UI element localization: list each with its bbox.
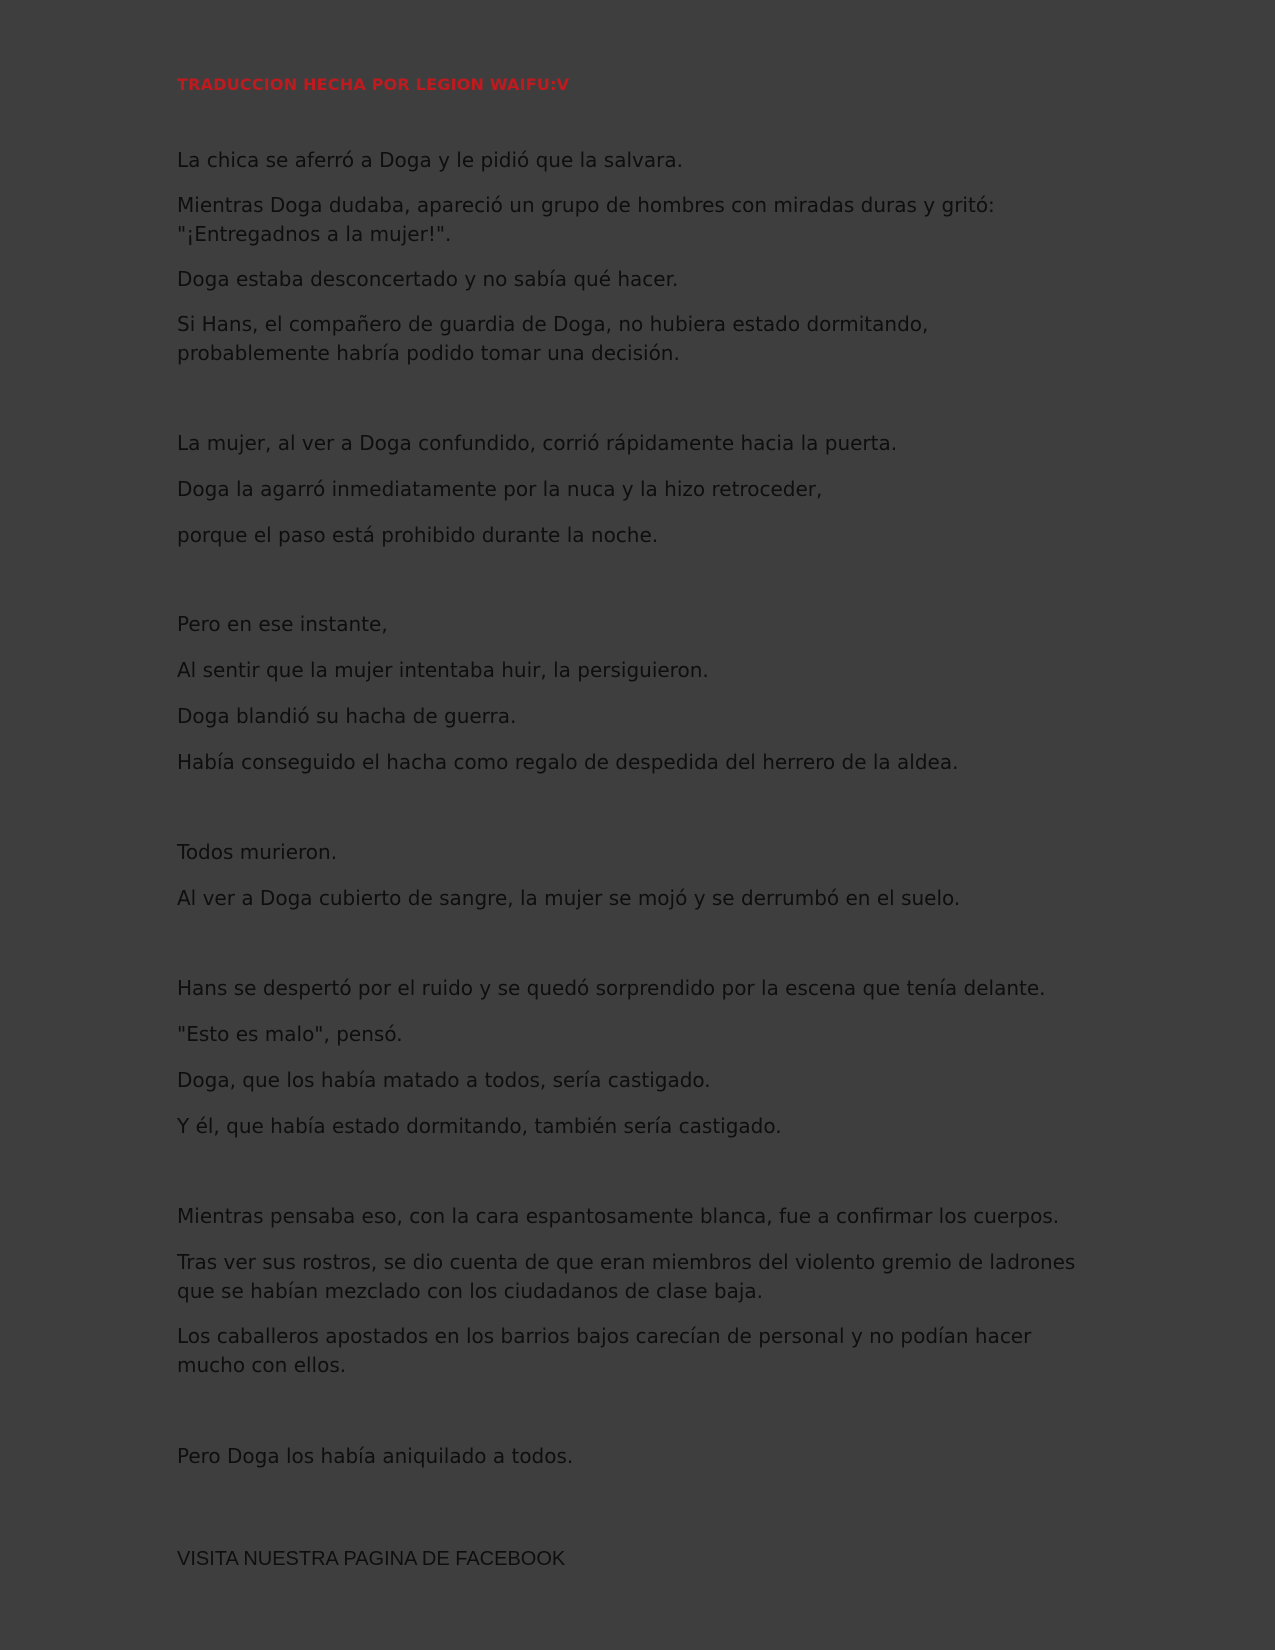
paragraph: Al sentir que la mujer intentaba huir, la persiguieron. — [177, 658, 709, 682]
translation-credit-header: TRADUCCION HECHA POR LEGION WAIFU:V — [177, 75, 570, 94]
paragraph: Doga blandió su hacha de guerra. — [177, 704, 517, 728]
paragraph: Al ver a Doga cubierto de sangre, la mujer se mojó y se derrumbó en el suelo. — [177, 886, 961, 910]
paragraph: porque el paso está prohibido durante la noche. — [177, 523, 659, 547]
paragraph: Pero en ese instante, — [177, 612, 388, 636]
facebook-page-footer: VISITA NUESTRA PAGINA DE FACEBOOK — [177, 1548, 566, 1570]
paragraph: Doga estaba desconcertado y no sabía qué hacer. — [177, 267, 679, 291]
paragraph: Todos murieron. — [177, 840, 338, 864]
paragraph: "Esto es malo", pensó. — [177, 1022, 403, 1046]
paragraph: Doga la agarró inmediatamente por la nuca y la hizo retroceder, — [177, 477, 823, 501]
paragraph: Si Hans, el compañero de guardia de Doga, no hubiera estado dormitando, probablemente habría podido tomar una decisión. — [177, 312, 929, 365]
paragraph: Doga, que los había matado a todos, sería castigado. — [177, 1068, 711, 1092]
paragraph: Hans se despertó por el ruido y se quedó sorprendido por la escena que tenía delante. — [177, 976, 1046, 1000]
paragraph: Pero Doga los había aniquilado a todos. — [177, 1444, 574, 1468]
paragraph: La chica se aferró a Doga y le pidió que la salvara. — [177, 148, 683, 172]
document-page — [177, 0, 1117, 1650]
paragraph: Mientras Doga dudaba, apareció un grupo de hombres con miradas duras y gritó: "¡Entregadnos a la mujer!". — [177, 193, 995, 246]
paragraph: Y él, que había estado dormitando, también sería castigado. — [177, 1114, 782, 1138]
paragraph: Mientras pensaba eso, con la cara espantosamente blanca, fue a confirmar los cuerpos. — [177, 1204, 1060, 1228]
paragraph: La mujer, al ver a Doga confundido, corrió rápidamente hacia la puerta. — [177, 431, 898, 455]
paragraph: Había conseguido el hacha como regalo de despedida del herrero de la aldea. — [177, 750, 959, 774]
paragraph: Tras ver sus rostros, se dio cuenta de que eran miembros del violento gremio de ladrones que se habían mezclado con los ciudadanos de clase baja. — [177, 1250, 1076, 1303]
paragraph: Los caballeros apostados en los barrios bajos carecían de personal y no podían hacer mucho con ellos. — [177, 1324, 1032, 1377]
